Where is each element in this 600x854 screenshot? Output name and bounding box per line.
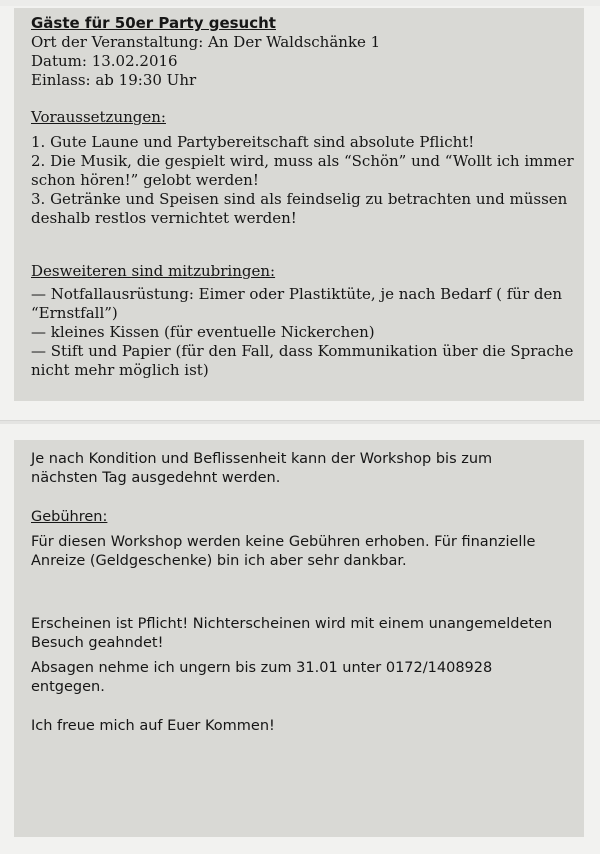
bring-item-line: “Ernstfall”): [31, 304, 118, 322]
bring-heading: Desweiteren sind mitzubringen:: [31, 262, 276, 280]
cancellation-line: Absagen nehme ich ungern bis zum 31.01 unter 0172/1408928: [31, 660, 493, 676]
spacer: [31, 228, 574, 262]
venue-line: Ort der Veranstaltung: An Der Waldschänke 1: [31, 33, 381, 51]
requirements-list: [31, 133, 574, 228]
spacer: [31, 488, 574, 508]
fees-line: Anreize (Geldgeschenke) bin ich aber sehr dankbar.: [31, 553, 407, 569]
intro-paragraph: [31, 450, 574, 488]
requirement-line: 3. Getränke und Speisen sind als feindselig zu betrachten und müssen: [31, 190, 568, 208]
bring-item-line: — kleines Kissen (für eventuelle Nickerchen): [31, 323, 375, 341]
requirement-line: 1. Gute Laune und Partybereitschaft sind absolute Pflicht!: [31, 133, 475, 151]
fees-paragraph: [31, 533, 574, 571]
scan-edge: [0, 0, 600, 6]
bring-item-line: — Stift und Papier (für den Fall, dass Kommunikation über die Sprache: [31, 342, 574, 360]
invitation-card-top: [14, 8, 584, 401]
spacer: [31, 90, 574, 108]
spacer: [31, 697, 574, 717]
intro-line: Je nach Kondition und Beflissenheit kann der Workshop bis zum: [31, 451, 493, 467]
attendance-line: Besuch geahndet!: [31, 635, 164, 651]
requirement-line: 2. Die Musik, die gespielt wird, muss als “Schön” und “Wollt ich immer: [31, 152, 574, 170]
date-line: Datum: 13.02.2016: [31, 52, 178, 70]
requirements-heading: Voraussetzungen:: [31, 108, 166, 126]
bring-item-line: nicht mehr möglich ist): [31, 361, 209, 379]
bring-list: [31, 285, 574, 380]
bring-item-line: — Notfallausrüstung: Eimer oder Plastiktüte, je nach Bedarf ( für den: [31, 285, 563, 303]
cancellation-paragraph: [31, 659, 574, 697]
invitation-title: Gäste für 50er Party gesucht: [31, 14, 276, 32]
spacer: [31, 571, 574, 615]
requirement-line: schon hören!” gelobt werden!: [31, 171, 259, 189]
attendance-paragraph: [31, 615, 574, 653]
cancellation-line: entgegen.: [31, 679, 105, 695]
fold-divider: [0, 420, 600, 424]
intro-line: nächsten Tag ausgedehnt werden.: [31, 470, 281, 486]
invitation-card-bottom: [14, 440, 584, 837]
closing-line: Ich freue mich auf Euer Kommen!: [31, 718, 275, 734]
admission-line: Einlass: ab 19:30 Uhr: [31, 71, 197, 89]
attendance-line: Erscheinen ist Pflicht! Nichterscheinen wird mit einem unangemeldeten: [31, 616, 553, 632]
fees-line: Für diesen Workshop werden keine Gebühren erhoben. Für finanzielle: [31, 534, 536, 550]
requirement-line: deshalb restlos vernichtet werden!: [31, 209, 297, 227]
fees-heading: Gebühren:: [31, 509, 108, 525]
